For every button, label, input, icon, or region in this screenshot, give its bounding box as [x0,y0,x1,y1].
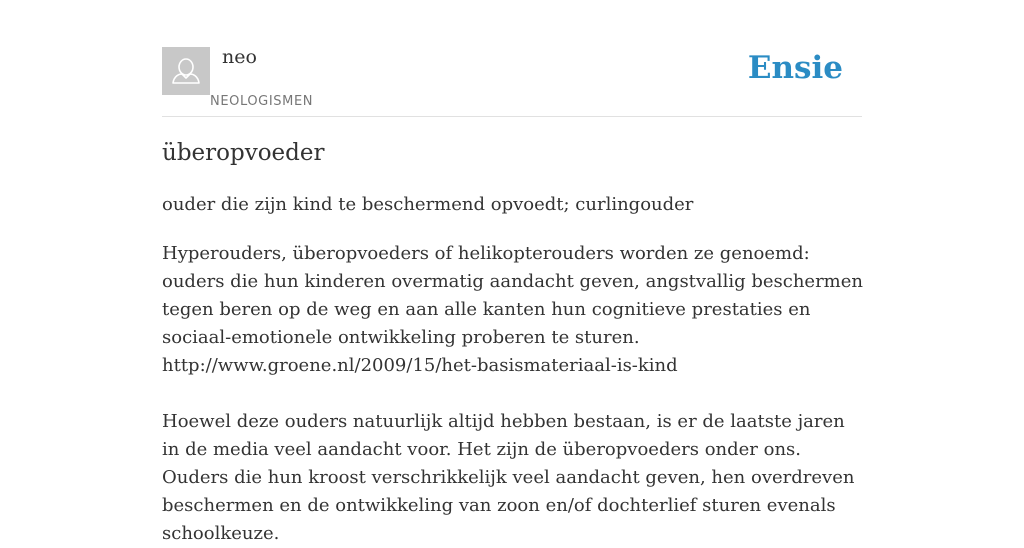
source-link[interactable] [162,352,867,380]
entry-definition: ouder die zijn kind te beschermend opvoedt; curlingouder [162,194,694,215]
ensie-logo[interactable]: Ensie [747,50,843,86]
entry-header [162,0,862,117]
category-label[interactable]: NEOLOGISMEN [210,94,314,109]
source-url[interactable]: http://www.groene.nl/2009/15/het-basismateriaal-is-kind [162,355,678,376]
user-silhouette-icon [162,47,210,95]
entry-body [162,240,867,548]
paragraph-spacer [162,380,867,408]
author-name[interactable]: neo [222,46,257,68]
avatar[interactable] [162,47,210,95]
entry-container [162,0,863,544]
body-paragraph: Hyperouders, überopvoeders of helikopterouders worden ze genoemd: ouders die hun kinderen overmatig aandacht geven, angstvallig beschermen tegen beren op de weg en aan alle kanten hun cognitieve prestaties en sociaal-emotionele ontwikkeling proberen te sturen. [162,243,863,348]
body-paragraph: Hoewel deze ouders natuurlijk altijd hebben bestaan, is er de laatste jaren in de media veel aandacht voor. Het zijn de überopvoeders onder ons. Ouders die hun kroost verschrikkelijk veel aandacht geven, hen overdreven beschermen en de ontwikkeling van zoon en/of dochterlief sturen evenals schoolkeuze. [162,411,855,544]
entry-title: überopvoeder [162,140,325,166]
